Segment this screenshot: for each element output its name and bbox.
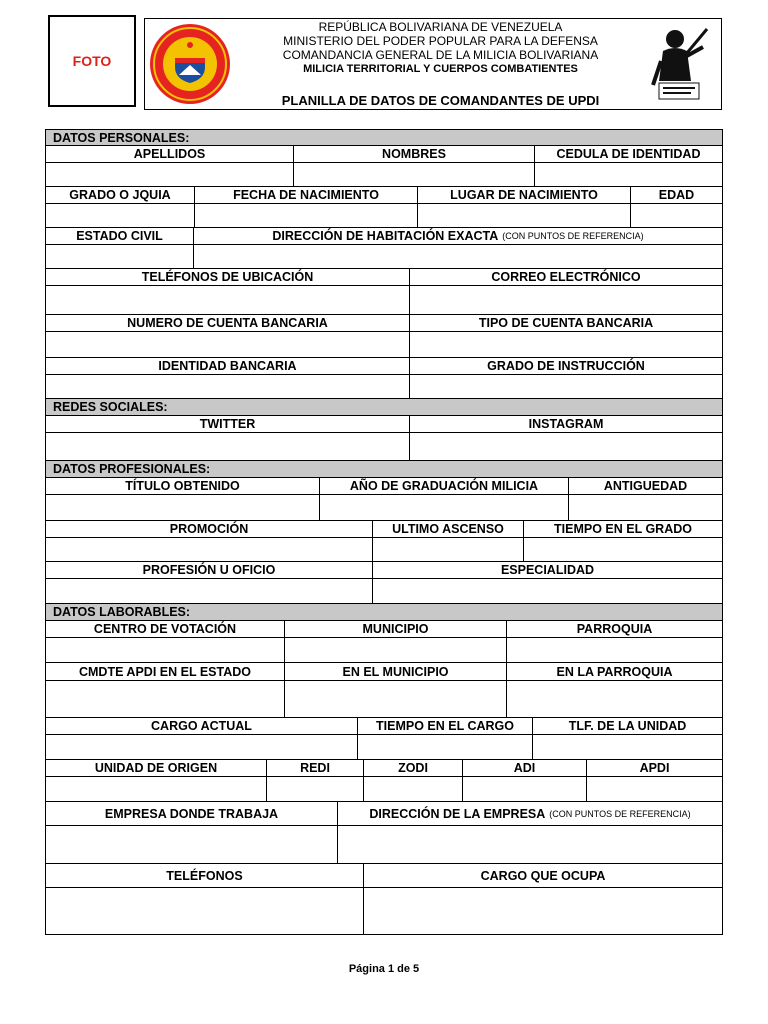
label-municipio: MUNICIPIO	[285, 621, 507, 637]
header-line-ministerio: MINISTERIO DEL PODER POPULAR PARA LA DEFENSA	[283, 34, 598, 48]
field-empresa[interactable]	[46, 826, 338, 863]
row-labels-promotion	[45, 521, 723, 538]
field-identidad-bancaria[interactable]	[46, 375, 410, 398]
row-fields-title	[45, 495, 723, 521]
photo-label: FOTO	[72, 53, 112, 69]
field-telefonos-ubicacion[interactable]	[46, 286, 410, 314]
row-fields-social	[45, 433, 723, 461]
label-nombres: NOMBRES	[294, 146, 535, 162]
row-labels-birth	[45, 187, 723, 204]
label-direccion-text: DIRECCIÓN DE HABITACIÓN EXACTA	[272, 229, 499, 243]
field-telefonos[interactable]	[46, 888, 364, 934]
label-promocion: PROMOCIÓN	[46, 521, 373, 537]
field-centro-votacion[interactable]	[46, 638, 285, 662]
ref-note-empresa: (CON PUNTOS DE REFERENCIA)	[549, 808, 691, 819]
row-labels-social	[45, 416, 723, 433]
row-labels-cargo	[45, 718, 723, 735]
field-tlf-unidad[interactable]	[533, 735, 722, 759]
label-tipo-cuenta: TIPO DE CUENTA BANCARIA	[478, 316, 654, 330]
ref-note: (CON PUNTOS DE REFERENCIA)	[502, 231, 644, 241]
field-cargo-ocupa[interactable]	[364, 888, 722, 934]
field-apellidos[interactable]	[46, 163, 294, 186]
row-fields-cmdte	[45, 681, 723, 718]
field-lugar-nacimiento[interactable]	[418, 204, 631, 227]
field-municipio[interactable]	[285, 638, 507, 662]
label-telefonos-ubicacion: TELÉFONOS DE UBICACIÓN	[46, 269, 410, 285]
label-cuenta: NUMERO DE CUENTA BANCARIA	[46, 315, 410, 331]
milicia-bolivariana-seal-icon	[149, 23, 231, 105]
section-labor: DATOS LABORABLES:	[45, 604, 723, 621]
field-unidad-origen[interactable]	[46, 777, 267, 801]
row-labels-contact	[45, 269, 723, 286]
field-cargo-actual[interactable]	[46, 735, 358, 759]
row-labels-address	[45, 228, 723, 245]
label-tlf-unidad: TLF. DE LA UNIDAD	[568, 719, 687, 733]
header-line-comandancia: COMANDANCIA GENERAL DE LA MILICIA BOLIVARIANA	[282, 48, 599, 62]
field-cedula[interactable]	[535, 163, 722, 186]
label-redi: REDI	[267, 760, 364, 776]
row-fields-unit	[45, 777, 723, 802]
field-tipo-cuenta[interactable]	[410, 332, 722, 357]
row-labels-voting	[45, 621, 723, 638]
row-labels-cmdte	[45, 663, 723, 681]
label-titulo: TÍTULO OBTENIDO	[46, 478, 320, 494]
field-cuenta[interactable]	[46, 332, 410, 357]
label-direccion	[194, 228, 722, 244]
field-tiempo-grado[interactable]	[524, 538, 722, 561]
label-adi: ADI	[463, 760, 587, 776]
field-ano-graduacion[interactable]	[320, 495, 569, 520]
field-tiempo-cargo[interactable]	[358, 735, 533, 759]
field-antiguedad[interactable]	[569, 495, 722, 520]
row-fields-profession	[45, 579, 723, 604]
row-labels-profession	[45, 562, 723, 579]
label-centro-votacion: CENTRO DE VOTACIÓN	[46, 621, 285, 637]
label-empresa: EMPRESA DONDE TRABAJA	[46, 802, 338, 825]
field-direccion[interactable]	[194, 245, 722, 268]
label-grado: GRADO O JQUIA	[46, 187, 195, 203]
header-line-republica: REPÚBLICA BOLIVARIANA DE VENEZUELA	[318, 20, 563, 34]
label-especialidad: ESPECIALIDAD	[500, 563, 595, 577]
field-zodi[interactable]	[364, 777, 463, 801]
label-correo: CORREO ELECTRÓNICO	[491, 270, 641, 284]
row-labels-bank	[45, 315, 723, 332]
row-labels-title	[45, 478, 723, 495]
row-fields-bank	[45, 332, 723, 358]
row-labels-identity	[45, 358, 723, 375]
label-apellidos: APELLIDOS	[46, 146, 294, 162]
label-en-parroquia: EN LA PARROQUIA	[556, 664, 673, 679]
label-ultimo-ascenso: ULTIMO ASCENSO	[373, 521, 524, 537]
section-social: REDES SOCIALES:	[45, 399, 723, 416]
label-twitter: TWITTER	[46, 416, 410, 432]
label-cedula: CEDULA DE IDENTIDAD	[556, 147, 701, 161]
field-promocion[interactable]	[46, 538, 373, 561]
label-antiguedad: ANTIGUEDAD	[603, 479, 688, 493]
label-identidad-bancaria: IDENTIDAD BANCARIA	[46, 358, 410, 374]
field-profesion[interactable]	[46, 579, 373, 603]
header-text	[240, 20, 641, 76]
row-fields-voting	[45, 638, 723, 663]
row-fields-address	[45, 245, 723, 269]
field-en-parroquia[interactable]	[507, 681, 722, 717]
label-unidad-origen: UNIDAD DE ORIGEN	[46, 760, 267, 776]
field-titulo[interactable]	[46, 495, 320, 520]
label-cargo-actual: CARGO ACTUAL	[46, 718, 358, 734]
label-tiempo-grado: TIEMPO EN EL GRADO	[554, 522, 692, 536]
label-cmdte-estado: CMDTE APDI EN EL ESTADO	[46, 663, 285, 680]
label-estado-civil: ESTADO CIVIL	[46, 228, 194, 244]
row-fields-phones	[45, 888, 723, 935]
label-en-municipio: EN EL MUNICIPIO	[285, 663, 507, 680]
row-fields-birth	[45, 204, 723, 228]
row-labels-phones	[45, 864, 723, 888]
field-en-municipio[interactable]	[285, 681, 507, 717]
data-form	[45, 129, 723, 935]
field-nombres[interactable]	[294, 163, 535, 186]
label-cargo-ocupa: CARGO QUE OCUPA	[480, 868, 606, 883]
row-fields-cargo	[45, 735, 723, 760]
form-header	[144, 18, 722, 110]
label-parroquia: PARROQUIA	[576, 622, 653, 636]
label-fecha-nacimiento: FECHA DE NACIMIENTO	[195, 187, 418, 203]
field-ultimo-ascenso[interactable]	[373, 538, 524, 561]
label-edad: EDAD	[658, 188, 695, 202]
label-grado-instruccion: GRADO DE INSTRUCCIÓN	[487, 359, 645, 373]
section-professional: DATOS PROFESIONALES:	[45, 461, 723, 478]
row-labels-names	[45, 146, 723, 163]
field-correo[interactable]	[410, 286, 722, 314]
field-instagram[interactable]	[410, 433, 722, 460]
label-direccion-empresa	[338, 802, 722, 825]
label-apdi: APDI	[639, 761, 670, 775]
photo-box	[48, 15, 136, 107]
field-grado[interactable]	[46, 204, 195, 227]
row-fields-company	[45, 826, 723, 864]
field-cmdte-estado[interactable]	[46, 681, 285, 717]
label-instagram: INSTAGRAM	[528, 417, 604, 431]
label-telefonos: TELÉFONOS	[46, 864, 364, 887]
row-fields-contact	[45, 286, 723, 315]
field-edad[interactable]	[631, 204, 722, 227]
field-adi[interactable]	[463, 777, 587, 801]
row-labels-unit	[45, 760, 723, 777]
label-direccion-empresa-text: DIRECCIÓN DE LA EMPRESA	[369, 806, 546, 821]
row-fields-promotion	[45, 538, 723, 562]
row-labels-company	[45, 802, 723, 826]
combatant-figure-logo-icon	[645, 21, 715, 107]
field-direccion-empresa[interactable]	[338, 826, 722, 863]
row-fields-names	[45, 163, 723, 187]
label-ano-graduacion: AÑO DE GRADUACIÓN MILICIA	[320, 478, 569, 494]
label-zodi: ZODI	[364, 760, 463, 776]
header-line-milicia: MILICIA TERRITORIAL Y CUERPOS COMBATIENTES	[303, 63, 578, 75]
page-number: Página 1 de 5	[348, 963, 420, 975]
field-estado-civil[interactable]	[46, 245, 194, 268]
field-fecha-nacimiento[interactable]	[195, 204, 418, 227]
label-profesion: PROFESIÓN U OFICIO	[46, 562, 373, 578]
field-grado-instruccion[interactable]	[410, 375, 722, 398]
field-apdi[interactable]	[587, 777, 722, 801]
row-fields-identity	[45, 375, 723, 399]
field-redi[interactable]	[267, 777, 364, 801]
field-parroquia[interactable]	[507, 638, 722, 662]
form-title: PLANILLA DE DATOS DE COMANDANTES DE UPDI	[281, 93, 600, 108]
label-tiempo-cargo: TIEMPO EN EL CARGO	[358, 718, 533, 734]
label-lugar-nacimiento: LUGAR DE NACIMIENTO	[418, 187, 631, 203]
section-personal: DATOS PERSONALES:	[45, 129, 723, 146]
field-twitter[interactable]	[46, 433, 410, 460]
field-especialidad[interactable]	[373, 579, 722, 603]
